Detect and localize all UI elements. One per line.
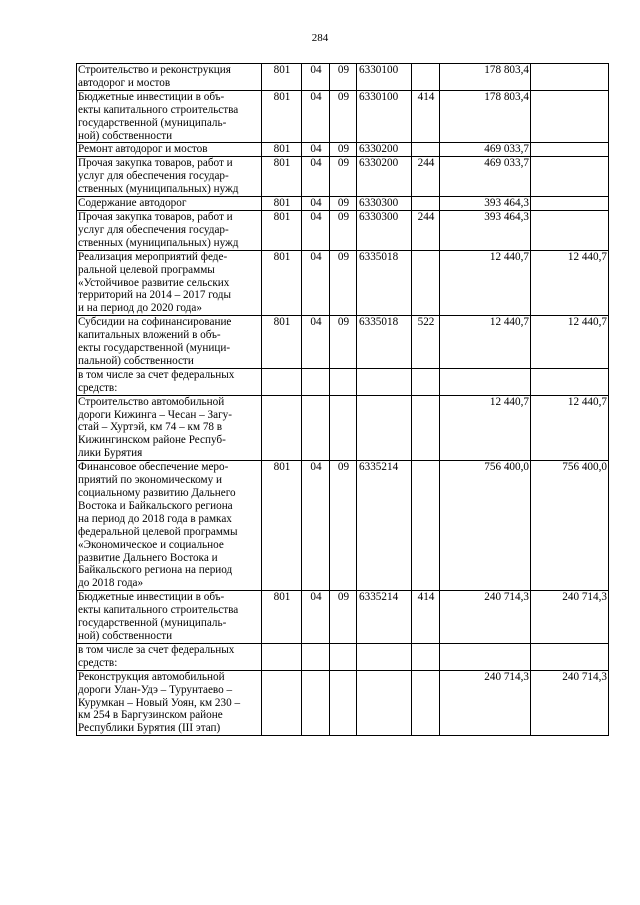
expense-type-cell bbox=[412, 368, 440, 395]
table-row bbox=[77, 157, 609, 197]
row-name-line: Бюджетные инвестиции в объ- bbox=[78, 591, 225, 604]
table-row bbox=[77, 210, 609, 250]
row-name-line: Реализация мероприятий феде- bbox=[78, 250, 228, 263]
amount-total-cell: 469 033,7 bbox=[440, 143, 531, 157]
row-name-line: ральной целевой программы bbox=[78, 263, 215, 276]
row-name-line: федеральной целевой программы bbox=[78, 525, 238, 538]
table-row bbox=[77, 197, 609, 211]
subsection-cell: 09 bbox=[330, 197, 357, 211]
row-name-line: услуг для обеспечения государ- bbox=[78, 170, 229, 183]
row-name-cell bbox=[77, 368, 262, 395]
section-cell: 04 bbox=[302, 64, 330, 91]
row-name-line: екты государственной (муници- bbox=[78, 342, 231, 355]
subsection-cell bbox=[330, 670, 357, 736]
expense-type-cell bbox=[412, 670, 440, 736]
table-row bbox=[77, 143, 609, 157]
subsection-cell bbox=[330, 643, 357, 670]
section-cell: 04 bbox=[302, 250, 330, 316]
target-article-cell: 6330200 bbox=[357, 157, 412, 197]
row-name-line: екты капитального строительства bbox=[78, 103, 239, 116]
expense-type-cell bbox=[412, 64, 440, 91]
ved-cell: 801 bbox=[262, 461, 302, 591]
target-article-cell: 6335214 bbox=[357, 461, 412, 591]
row-name-line: пальной) собственности bbox=[78, 354, 194, 367]
row-name-line: на период до 2018 года в рамках bbox=[78, 512, 232, 525]
ved-cell: 801 bbox=[262, 591, 302, 644]
amount-federal-cell bbox=[531, 64, 609, 91]
amount-total-cell: 393 464,3 bbox=[440, 197, 531, 211]
row-name-line: екты капитального строительства bbox=[78, 604, 239, 617]
amount-federal-cell bbox=[531, 157, 609, 197]
row-name-line: стай – Хуртэй, км 74 – км 78 в bbox=[78, 421, 223, 434]
row-name-line: км 254 в Баргузинском районе bbox=[78, 709, 223, 722]
expense-type-cell bbox=[412, 143, 440, 157]
target-article-cell bbox=[357, 670, 412, 736]
budget-table bbox=[76, 63, 609, 736]
row-name-cell bbox=[77, 643, 262, 670]
amount-total-cell: 393 464,3 bbox=[440, 210, 531, 250]
table-row bbox=[77, 90, 609, 143]
row-name-line: приятий по экономическому и bbox=[78, 474, 222, 487]
row-name-line: развитие Дальнего Востока и bbox=[78, 551, 218, 564]
row-name-line: Республики Бурятия (III этап) bbox=[78, 722, 221, 735]
amount-total-cell bbox=[440, 643, 531, 670]
amount-total-cell: 12 440,7 bbox=[440, 395, 531, 461]
section-cell: 04 bbox=[302, 210, 330, 250]
target-article-cell: 6330200 bbox=[357, 143, 412, 157]
target-article-cell bbox=[357, 368, 412, 395]
row-name-line: Востока и Байкальского региона bbox=[78, 499, 233, 512]
row-name-line: Субсидии на софинансирование bbox=[78, 316, 232, 329]
ved-cell: 801 bbox=[262, 64, 302, 91]
ved-cell bbox=[262, 395, 302, 461]
row-name-line: государственной (муниципаль- bbox=[78, 617, 227, 630]
table-row bbox=[77, 250, 609, 316]
target-article-cell: 6330300 bbox=[357, 210, 412, 250]
amount-federal-cell: 240 714,3 bbox=[531, 670, 609, 736]
table-row bbox=[77, 316, 609, 369]
subsection-cell: 09 bbox=[330, 157, 357, 197]
subsection-cell bbox=[330, 368, 357, 395]
ved-cell: 801 bbox=[262, 210, 302, 250]
expense-type-cell bbox=[412, 250, 440, 316]
row-name-cell bbox=[77, 64, 262, 91]
table-row bbox=[77, 64, 609, 91]
page-number: 284 bbox=[311, 32, 329, 44]
row-name-line: «Экономическое и социальное bbox=[78, 538, 224, 551]
row-name-line: Курумкан – Новый Уоян, км 230 – bbox=[78, 696, 241, 709]
ved-cell bbox=[262, 368, 302, 395]
expense-type-cell bbox=[412, 461, 440, 591]
amount-total-cell: 12 440,7 bbox=[440, 250, 531, 316]
row-name-line: до 2018 года» bbox=[78, 577, 144, 590]
row-name-cell bbox=[77, 461, 262, 591]
ved-cell: 801 bbox=[262, 197, 302, 211]
row-name-line: лики Бурятия bbox=[78, 447, 143, 460]
amount-federal-cell bbox=[531, 210, 609, 250]
row-name-line: услуг для обеспечения государ- bbox=[78, 223, 229, 236]
amount-total-cell bbox=[440, 368, 531, 395]
row-name-line: ной) собственности bbox=[78, 629, 173, 642]
amount-federal-cell bbox=[531, 643, 609, 670]
target-article-cell: 6330100 bbox=[357, 90, 412, 143]
target-article-cell: 6335018 bbox=[357, 316, 412, 369]
section-cell: 04 bbox=[302, 461, 330, 591]
subsection-cell: 09 bbox=[330, 461, 357, 591]
expense-type-cell: 244 bbox=[412, 210, 440, 250]
amount-federal-cell bbox=[531, 368, 609, 395]
ved-cell: 801 bbox=[262, 250, 302, 316]
row-name-cell bbox=[77, 143, 262, 157]
row-name-line: Ремонт автодорог и мостов bbox=[78, 143, 208, 156]
target-article-cell: 6330100 bbox=[357, 64, 412, 91]
row-name-line: средств: bbox=[78, 656, 118, 669]
row-name-cell bbox=[77, 210, 262, 250]
row-name-cell bbox=[77, 670, 262, 736]
table-row bbox=[77, 643, 609, 670]
section-cell: 04 bbox=[302, 143, 330, 157]
row-name-cell bbox=[77, 395, 262, 461]
table-row bbox=[77, 461, 609, 591]
amount-total-cell: 240 714,3 bbox=[440, 591, 531, 644]
amount-total-cell: 178 803,4 bbox=[440, 90, 531, 143]
expense-type-cell: 522 bbox=[412, 316, 440, 369]
row-name-line: «Устойчивое развитие сельских bbox=[78, 276, 230, 289]
row-name-line: Реконструкция автомобильной bbox=[78, 670, 225, 683]
subsection-cell: 09 bbox=[330, 64, 357, 91]
expense-type-cell bbox=[412, 643, 440, 670]
amount-federal-cell: 756 400,0 bbox=[531, 461, 609, 591]
row-name-line: Прочая закупка товаров, работ и bbox=[78, 157, 233, 170]
row-name-line: ственных (муниципальных) нужд bbox=[78, 236, 239, 249]
amount-federal-cell: 240 714,3 bbox=[531, 591, 609, 644]
row-name-line: Бюджетные инвестиции в объ- bbox=[78, 90, 225, 103]
row-name-line: Содержание автодорог bbox=[78, 197, 187, 210]
amount-total-cell: 469 033,7 bbox=[440, 157, 531, 197]
row-name-cell bbox=[77, 591, 262, 644]
row-name-line: автодорог и мостов bbox=[78, 76, 171, 89]
amount-federal-cell bbox=[531, 197, 609, 211]
section-cell: 04 bbox=[302, 90, 330, 143]
row-name-line: дороги Улан-Удэ – Турунтаево – bbox=[78, 683, 233, 696]
target-article-cell bbox=[357, 395, 412, 461]
row-name-cell bbox=[77, 197, 262, 211]
row-name-cell bbox=[77, 157, 262, 197]
expense-type-cell: 414 bbox=[412, 90, 440, 143]
row-name-cell bbox=[77, 90, 262, 143]
amount-federal-cell bbox=[531, 90, 609, 143]
row-name-line: государственной (муниципаль- bbox=[78, 116, 227, 129]
ved-cell: 801 bbox=[262, 157, 302, 197]
amount-federal-cell: 12 440,7 bbox=[531, 395, 609, 461]
expense-type-cell: 414 bbox=[412, 591, 440, 644]
subsection-cell: 09 bbox=[330, 210, 357, 250]
ved-cell: 801 bbox=[262, 316, 302, 369]
section-cell bbox=[302, 670, 330, 736]
expense-type-cell bbox=[412, 197, 440, 211]
row-name-line: Кижингинском районе Респуб- bbox=[78, 434, 226, 447]
row-name-line: социальному развитию Дальнего bbox=[78, 487, 236, 499]
row-name-cell bbox=[77, 250, 262, 316]
amount-federal-cell bbox=[531, 143, 609, 157]
expense-type-cell: 244 bbox=[412, 157, 440, 197]
amount-federal-cell: 12 440,7 bbox=[531, 316, 609, 369]
target-article-cell bbox=[357, 643, 412, 670]
table-row bbox=[77, 670, 609, 736]
ved-cell bbox=[262, 670, 302, 736]
section-cell: 04 bbox=[302, 316, 330, 369]
subsection-cell: 09 bbox=[330, 316, 357, 369]
row-name-line: Строительство автомобильной bbox=[78, 395, 225, 408]
amount-total-cell: 12 440,7 bbox=[440, 316, 531, 369]
row-name-line: капитальных вложений в объ- bbox=[78, 329, 221, 342]
subsection-cell: 09 bbox=[330, 591, 357, 644]
target-article-cell: 6335018 bbox=[357, 250, 412, 316]
amount-total-cell: 240 714,3 bbox=[440, 670, 531, 736]
section-cell: 04 bbox=[302, 197, 330, 211]
row-name-line: средств: bbox=[78, 381, 118, 394]
subsection-cell: 09 bbox=[330, 90, 357, 143]
row-name-line: ственных (муниципальных) нужд bbox=[78, 183, 239, 196]
section-cell: 04 bbox=[302, 157, 330, 197]
amount-federal-cell: 12 440,7 bbox=[531, 250, 609, 316]
section-cell: 04 bbox=[302, 591, 330, 644]
table-row bbox=[77, 368, 609, 395]
row-name-line: дороги Кижинга – Чесан – Загу- bbox=[78, 408, 232, 421]
section-cell bbox=[302, 368, 330, 395]
row-name-line: Строительство и реконструкция bbox=[78, 64, 231, 76]
subsection-cell: 09 bbox=[330, 250, 357, 316]
subsection-cell bbox=[330, 395, 357, 461]
target-article-cell: 6335214 bbox=[357, 591, 412, 644]
ved-cell: 801 bbox=[262, 90, 302, 143]
ved-cell: 801 bbox=[262, 143, 302, 157]
expense-type-cell bbox=[412, 395, 440, 461]
amount-total-cell: 756 400,0 bbox=[440, 461, 531, 591]
section-cell bbox=[302, 643, 330, 670]
amount-total-cell: 178 803,4 bbox=[440, 64, 531, 91]
row-name-line: в том числе за счет федеральных bbox=[78, 368, 235, 381]
target-article-cell: 6330300 bbox=[357, 197, 412, 211]
section-cell bbox=[302, 395, 330, 461]
row-name-cell bbox=[77, 316, 262, 369]
table-row bbox=[77, 591, 609, 644]
row-name-line: в том числе за счет федеральных bbox=[78, 643, 235, 656]
row-name-line: и на период до 2020 года» bbox=[78, 302, 202, 315]
row-name-line: ной) собственности bbox=[78, 129, 173, 142]
row-name-line: территорий на 2014 – 2017 годы bbox=[78, 289, 232, 302]
row-name-line: Финансовое обеспечение меро- bbox=[78, 461, 229, 474]
row-name-line: Прочая закупка товаров, работ и bbox=[78, 210, 233, 223]
table-row bbox=[77, 395, 609, 461]
row-name-line: Байкальского региона на период bbox=[78, 564, 233, 577]
subsection-cell: 09 bbox=[330, 143, 357, 157]
ved-cell bbox=[262, 643, 302, 670]
